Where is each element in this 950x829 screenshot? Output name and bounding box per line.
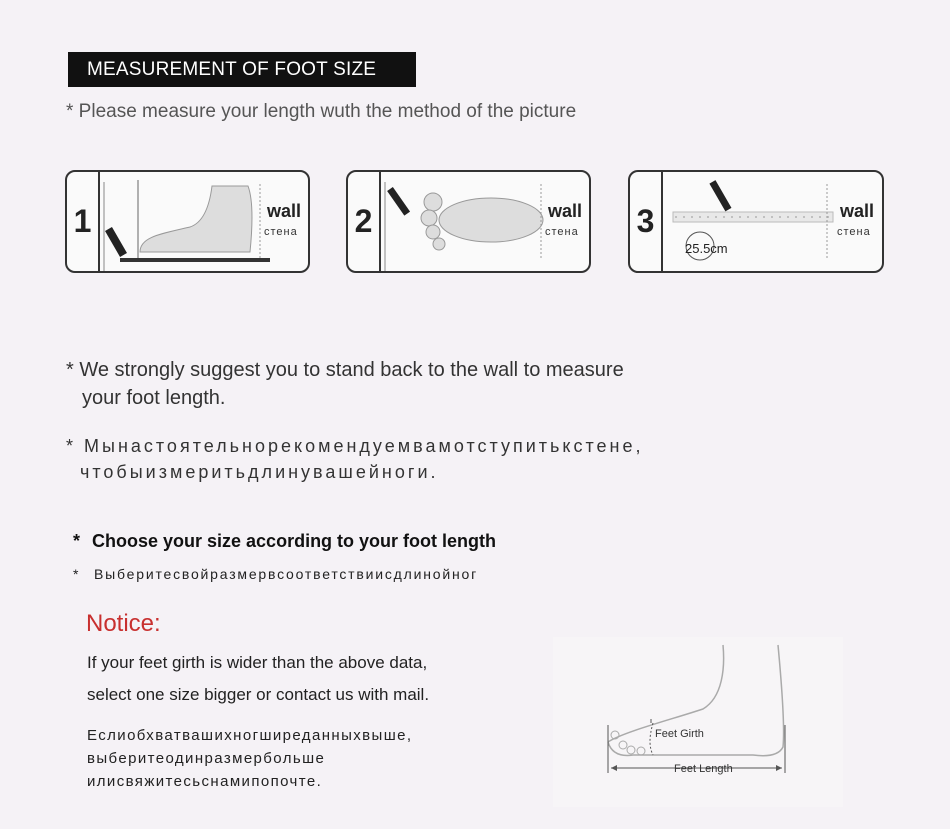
notice-text-ru-3: илисвяжитесьснамипопочте. bbox=[87, 773, 323, 790]
subtitle: * Please measure your length wuth the method of the picture bbox=[66, 101, 577, 122]
wall-label-ru: стена bbox=[545, 226, 579, 238]
step-3-panel bbox=[628, 170, 884, 273]
wall-label: wall bbox=[267, 201, 302, 221]
foot-outline-illustration bbox=[553, 637, 843, 807]
feet-girth-label: Feet Girth bbox=[655, 728, 704, 740]
ruler-illustration bbox=[663, 172, 883, 272]
step-2-panel bbox=[346, 170, 591, 273]
suggest-text-en-1: * We strongly suggest you to stand back to the wall to measure bbox=[66, 359, 624, 381]
suggest-text-ru-2: чтобыизмеритьдлинувашейноги. bbox=[80, 462, 439, 482]
notice-text-en-1: If your feet girth is wider than the above data, bbox=[87, 653, 428, 672]
choose-text-en: Choose your size according to your foot length bbox=[92, 531, 497, 551]
wall-label: wall bbox=[548, 201, 583, 221]
page-title: MEASUREMENT OF FOOT SIZE bbox=[68, 52, 416, 87]
feet-length-label: Feet Length bbox=[674, 763, 733, 775]
foot-side-illustration bbox=[100, 172, 310, 272]
step-number: 1 bbox=[67, 172, 100, 271]
step-1-panel bbox=[65, 170, 310, 273]
step-number: 3 bbox=[630, 172, 663, 271]
notice-text-ru-1: Еслиобхватвашихногширеданныхвыше, bbox=[87, 727, 413, 744]
choose-bullet: * bbox=[73, 531, 81, 551]
wall-label: wall bbox=[840, 201, 875, 221]
suggest-text-en-2: your foot length. bbox=[82, 387, 226, 409]
suggest-text-ru-1: * Мынастоятельнорекомендуемвамотступитькстене, bbox=[66, 436, 644, 456]
foot-diagram bbox=[553, 637, 843, 807]
notice-text-en-2: select one size bigger or contact us with mail. bbox=[87, 685, 430, 704]
step-number: 2 bbox=[348, 172, 381, 271]
choose-bullet-ru: * bbox=[73, 566, 81, 582]
measurement-value: 25.5cm bbox=[685, 241, 728, 256]
foot-top-illustration bbox=[381, 172, 591, 272]
wall-label-ru: стена bbox=[837, 226, 871, 238]
choose-text-ru: Выберитесвойразмервсоответствиисдлинойног bbox=[94, 566, 478, 582]
wall-label-ru: стена bbox=[264, 226, 298, 238]
notice-text-ru-2: выберитеодинразмербольше bbox=[87, 750, 326, 767]
notice-title: Notice: bbox=[86, 610, 161, 637]
